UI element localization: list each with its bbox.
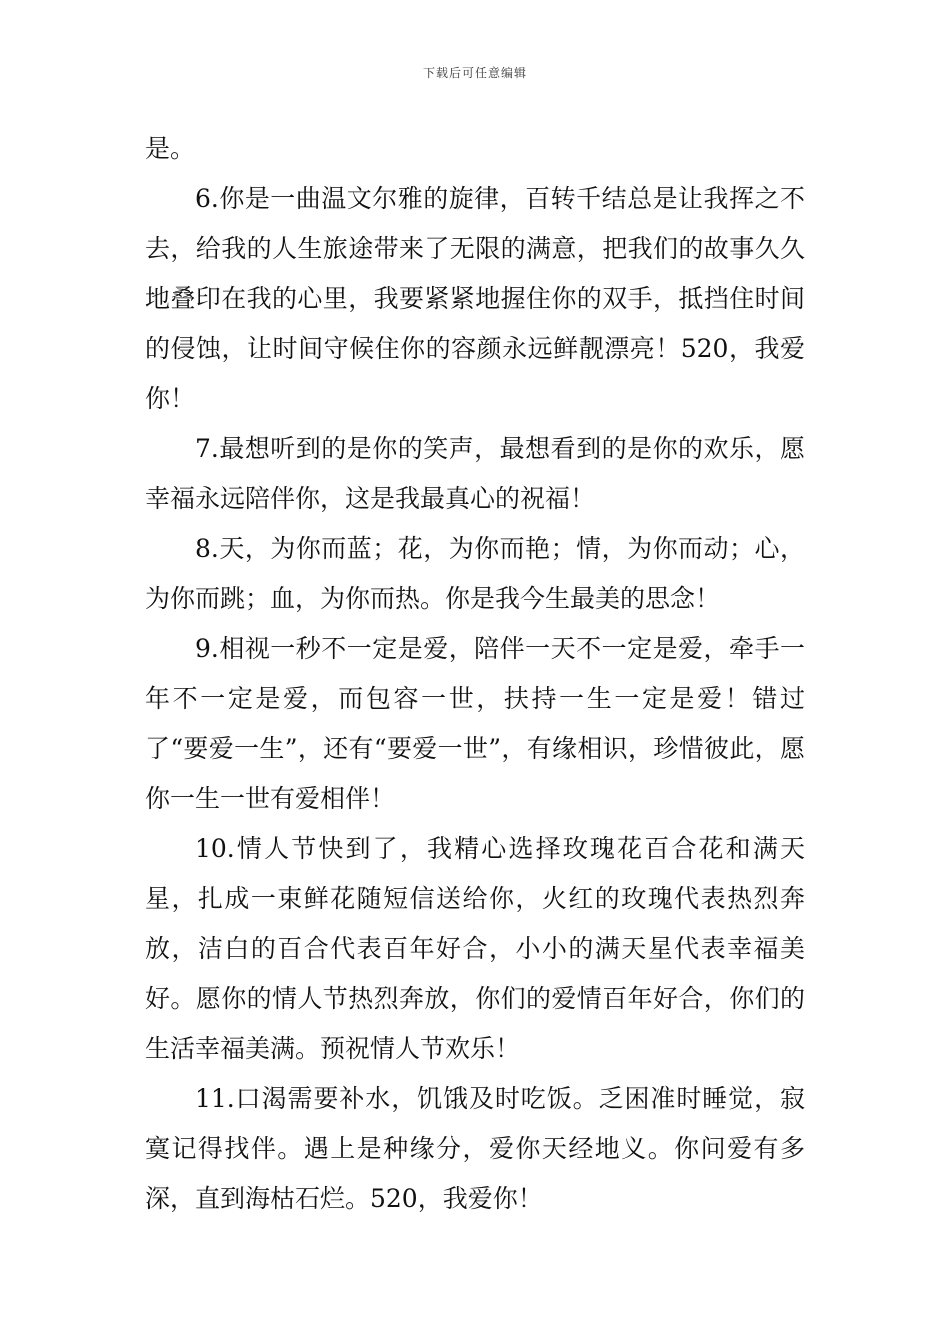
paragraph-item-7: 7.最想听到的是你的笑声，最想看到的是你的欢乐，愿幸福永远陪伴你，这是我最真心的祝福！ <box>145 434 805 513</box>
paragraph-item-8: 8.天，为你而蓝；花，为你而艳；情，为你而动；心，为你而跳；血，为你而热。你是我今生最美的思念！ <box>145 534 805 613</box>
paragraph-item-9: 9.相视一秒不一定是爱，陪伴一天不一定是爱，牵手一年不一定是爱，而包容一世，扶持一生一定是爱！错过了“要爱一生”，还有“要爱一世”，有缘相识，珍惜彼此，愿你一生一世有爱相伴！ <box>145 634 805 813</box>
paragraph-item-6: 6.你是一曲温文尔雅的旋律，百转千结总是让我挥之不去，给我的人生旅途带来了无限的满意，把我们的故事久久地叠印在我的心里，我要紧紧地握住你的双手，抵挡住时间的侵蚀，让时间守候住你的容颜永远鲜靓漂亮！520，我爱你！ <box>145 184 805 413</box>
page-header: 下载后可任意编辑 <box>422 66 527 80</box>
paragraph-item-11: 11.口渴需要补水，饥饿及时吃饭。乏困准时睡觉，寂寞记得找伴。遇上是种缘分，爱你天经地义。你问爱有多深，直到海枯石烂。520，我爱你！ <box>145 1084 805 1213</box>
paragraph-item-10: 10.情人节快到了，我精心选择玫瑰花百合花和满天星，扎成一束鲜花随短信送给你，火红的玫瑰代表热烈奔放，洁白的百合代表百年好合，小小的满天星代表幸福美好。愿你的情人节热烈奔放，你们的爱情百年好合，你们的生活幸福美满。预祝情人节欢乐！ <box>145 834 805 1063</box>
document-body <box>145 124 805 1224</box>
paragraph-continuation: 是。 <box>145 134 196 163</box>
